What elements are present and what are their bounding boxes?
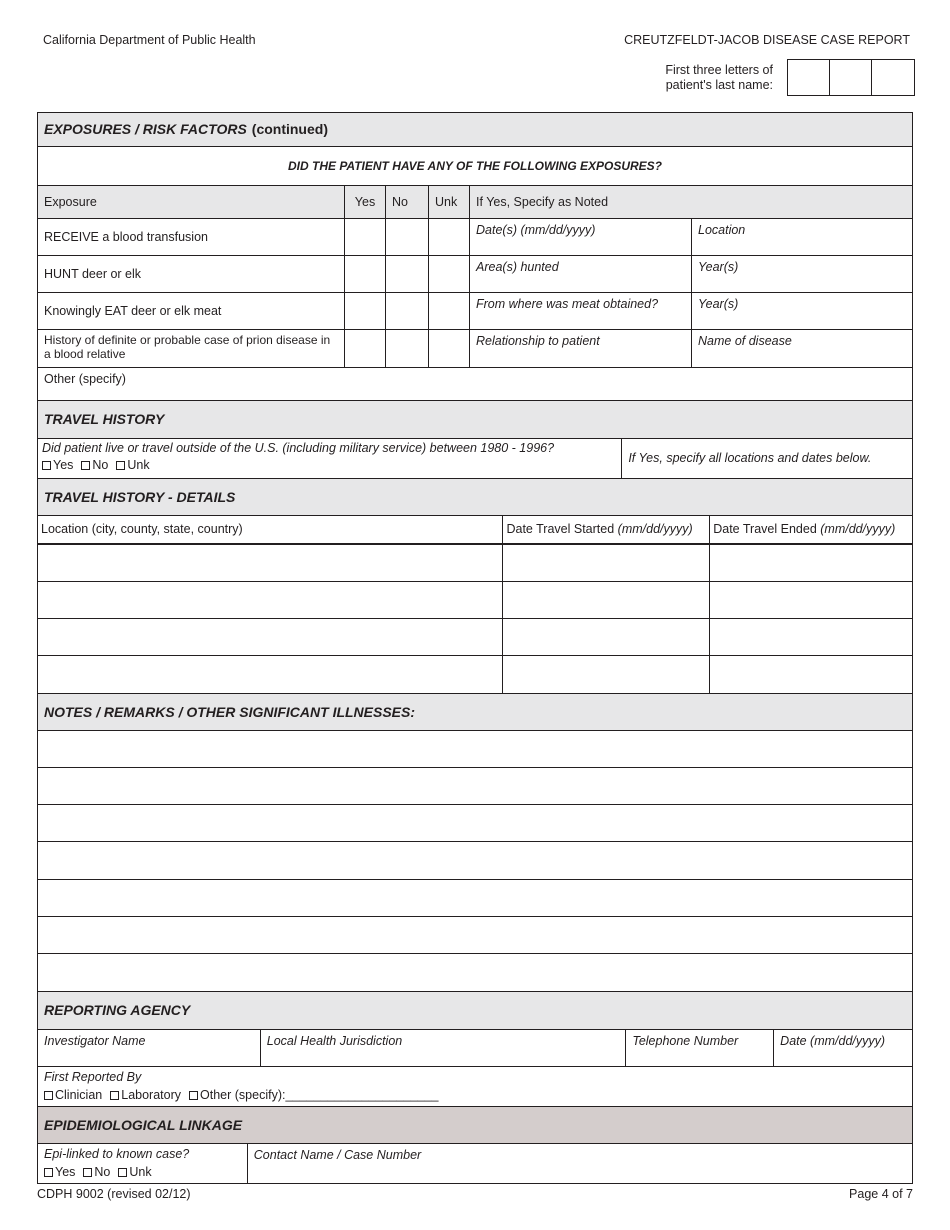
travel-start-input[interactable] bbox=[503, 582, 710, 619]
exposure-label: Knowingly EAT deer or elk meat bbox=[38, 293, 345, 330]
travel-detail-row bbox=[38, 582, 913, 619]
checkbox-icon bbox=[116, 461, 125, 470]
last-name-letter-boxes bbox=[787, 59, 915, 96]
checkbox-icon bbox=[42, 461, 51, 470]
exposure-label: HUNT deer or elk bbox=[38, 256, 345, 293]
exposures-section-title: EXPOSURES / RISK FACTORS (continued) bbox=[38, 113, 913, 147]
notes-line[interactable] bbox=[38, 768, 913, 805]
travel-yes-checkbox[interactable]: Yes bbox=[42, 458, 73, 472]
travel-location-input[interactable] bbox=[38, 545, 503, 582]
checkbox-icon bbox=[44, 1091, 53, 1100]
epi-linked-question: Epi-linked to known case? bbox=[44, 1147, 190, 1161]
col-exposure: Exposure bbox=[38, 186, 345, 219]
travel-question: Did patient live or travel outside of the U.S. (including military service) between 1980 - 1996? bbox=[42, 441, 555, 455]
checkbox-icon bbox=[44, 1168, 53, 1177]
checkbox-icon bbox=[83, 1168, 92, 1177]
exposure-row bbox=[38, 256, 913, 293]
epi-unk-checkbox[interactable]: Unk bbox=[118, 1165, 151, 1179]
exposure-field-2[interactable]: Location bbox=[692, 219, 913, 256]
travel-unk-checkbox[interactable]: Unk bbox=[116, 458, 149, 472]
travel-options bbox=[42, 458, 617, 473]
telephone-field[interactable]: Telephone Number bbox=[626, 1030, 774, 1067]
exposure-field-2[interactable]: Year(s) bbox=[692, 293, 913, 330]
last-name-label: First three letters of patient's last name: bbox=[665, 63, 773, 92]
other-checkbox[interactable]: Other (specify):______________________ bbox=[189, 1088, 438, 1102]
exposure-other-field[interactable]: Other (specify) bbox=[38, 368, 913, 401]
epi-linked-cell bbox=[38, 1144, 248, 1184]
case-report-form bbox=[37, 112, 913, 1184]
checkbox-icon bbox=[81, 461, 90, 470]
exposure-no-box[interactable] bbox=[386, 219, 429, 256]
col-travel-start: Date Travel Started (mm/dd/yyyy) bbox=[503, 516, 710, 545]
exposure-row bbox=[38, 330, 913, 368]
exposure-row bbox=[38, 293, 913, 330]
exposure-unk-box[interactable] bbox=[429, 330, 470, 368]
travel-instruction: If Yes, specify all locations and dates below. bbox=[622, 439, 913, 479]
exposure-field-1[interactable]: Relationship to patient bbox=[470, 330, 692, 368]
epi-section-title: EPIDEMIOLOGICAL LINKAGE bbox=[38, 1107, 913, 1144]
notes-line[interactable] bbox=[38, 954, 913, 992]
notes-section-title: NOTES / REMARKS / OTHER SIGNIFICANT ILLNESSES: bbox=[38, 694, 913, 731]
exposure-row bbox=[38, 219, 913, 256]
exposure-unk-box[interactable] bbox=[429, 256, 470, 293]
epi-no-checkbox[interactable]: No bbox=[83, 1165, 110, 1179]
travel-end-input[interactable] bbox=[710, 656, 913, 694]
letter-box-1[interactable] bbox=[788, 60, 830, 95]
exposure-field-1[interactable]: Area(s) hunted bbox=[470, 256, 692, 293]
travel-section-title: TRAVEL HISTORY bbox=[38, 401, 913, 439]
reporting-section-title: REPORTING AGENCY bbox=[38, 992, 913, 1030]
col-travel-end: Date Travel Ended (mm/dd/yyyy) bbox=[710, 516, 913, 545]
travel-start-input[interactable] bbox=[503, 545, 710, 582]
checkbox-icon bbox=[118, 1168, 127, 1177]
travel-question-cell bbox=[38, 439, 622, 479]
travel-end-input[interactable] bbox=[710, 545, 913, 582]
exposure-unk-box[interactable] bbox=[429, 293, 470, 330]
col-unk: Unk bbox=[429, 186, 470, 219]
travel-location-input[interactable] bbox=[38, 619, 503, 656]
travel-detail-row bbox=[38, 656, 913, 694]
exposure-yes-box[interactable] bbox=[345, 293, 386, 330]
travel-end-input[interactable] bbox=[710, 582, 913, 619]
col-no: No bbox=[386, 186, 429, 219]
travel-detail-row bbox=[38, 545, 913, 582]
notes-line[interactable] bbox=[38, 805, 913, 842]
page-number: Page 4 of 7 bbox=[849, 1187, 913, 1201]
exposure-no-box[interactable] bbox=[386, 256, 429, 293]
contact-name-field[interactable]: Contact Name / Case Number bbox=[248, 1144, 913, 1184]
travel-location-input[interactable] bbox=[38, 656, 503, 694]
jurisdiction-field[interactable]: Local Health Jurisdiction bbox=[261, 1030, 627, 1067]
travel-location-input[interactable] bbox=[38, 582, 503, 619]
exposure-field-2[interactable]: Year(s) bbox=[692, 256, 913, 293]
col-yes: Yes bbox=[345, 186, 386, 219]
exposures-question: DID THE PATIENT HAVE ANY OF THE FOLLOWING EXPOSURES? bbox=[38, 147, 913, 186]
notes-line[interactable] bbox=[38, 880, 913, 917]
report-title: CREUTZFELDT-JACOB DISEASE CASE REPORT bbox=[624, 33, 910, 47]
travel-details-title: TRAVEL HISTORY - DETAILS bbox=[38, 479, 913, 516]
exposure-yes-box[interactable] bbox=[345, 256, 386, 293]
exposure-yes-box[interactable] bbox=[345, 219, 386, 256]
laboratory-checkbox[interactable]: Laboratory bbox=[110, 1088, 181, 1102]
notes-line[interactable] bbox=[38, 917, 913, 954]
exposure-field-1[interactable]: From where was meat obtained? bbox=[470, 293, 692, 330]
travel-end-input[interactable] bbox=[710, 619, 913, 656]
notes-line[interactable] bbox=[38, 731, 913, 768]
notes-line[interactable] bbox=[38, 842, 913, 880]
exposure-yes-box[interactable] bbox=[345, 330, 386, 368]
exposure-field-1[interactable]: Date(s) (mm/dd/yyyy) bbox=[470, 219, 692, 256]
exposure-field-2[interactable]: Name of disease bbox=[692, 330, 913, 368]
col-location: Location (city, county, state, country) bbox=[38, 516, 503, 545]
exposure-label: History of definite or probable case of prion disease in a blood relative bbox=[38, 330, 345, 368]
travel-start-input[interactable] bbox=[503, 619, 710, 656]
agency-name: California Department of Public Health bbox=[43, 33, 256, 47]
exposure-no-box[interactable] bbox=[386, 293, 429, 330]
first-reported-label: First Reported By bbox=[44, 1070, 142, 1084]
letter-box-2[interactable] bbox=[830, 60, 872, 95]
exposure-label: RECEIVE a blood transfusion bbox=[38, 219, 345, 256]
exposure-unk-box[interactable] bbox=[429, 219, 470, 256]
checkbox-icon bbox=[110, 1091, 119, 1100]
travel-start-input[interactable] bbox=[503, 656, 710, 694]
letter-box-3[interactable] bbox=[872, 60, 914, 95]
epi-yes-checkbox[interactable]: Yes bbox=[44, 1165, 75, 1179]
form-id: CDPH 9002 (revised 02/12) bbox=[37, 1187, 191, 1201]
first-reported-options bbox=[44, 1088, 906, 1103]
clinician-checkbox[interactable]: Clinician bbox=[44, 1088, 102, 1102]
checkbox-icon bbox=[189, 1091, 198, 1100]
report-date-field[interactable]: Date (mm/dd/yyyy) bbox=[774, 1030, 913, 1067]
col-specify: If Yes, Specify as Noted bbox=[470, 186, 913, 219]
travel-no-checkbox[interactable]: No bbox=[81, 458, 108, 472]
travel-detail-row bbox=[38, 619, 913, 656]
exposure-no-box[interactable] bbox=[386, 330, 429, 368]
investigator-name-field[interactable]: Investigator Name bbox=[38, 1030, 261, 1067]
epi-options bbox=[44, 1165, 241, 1180]
first-reported-cell bbox=[38, 1067, 913, 1107]
